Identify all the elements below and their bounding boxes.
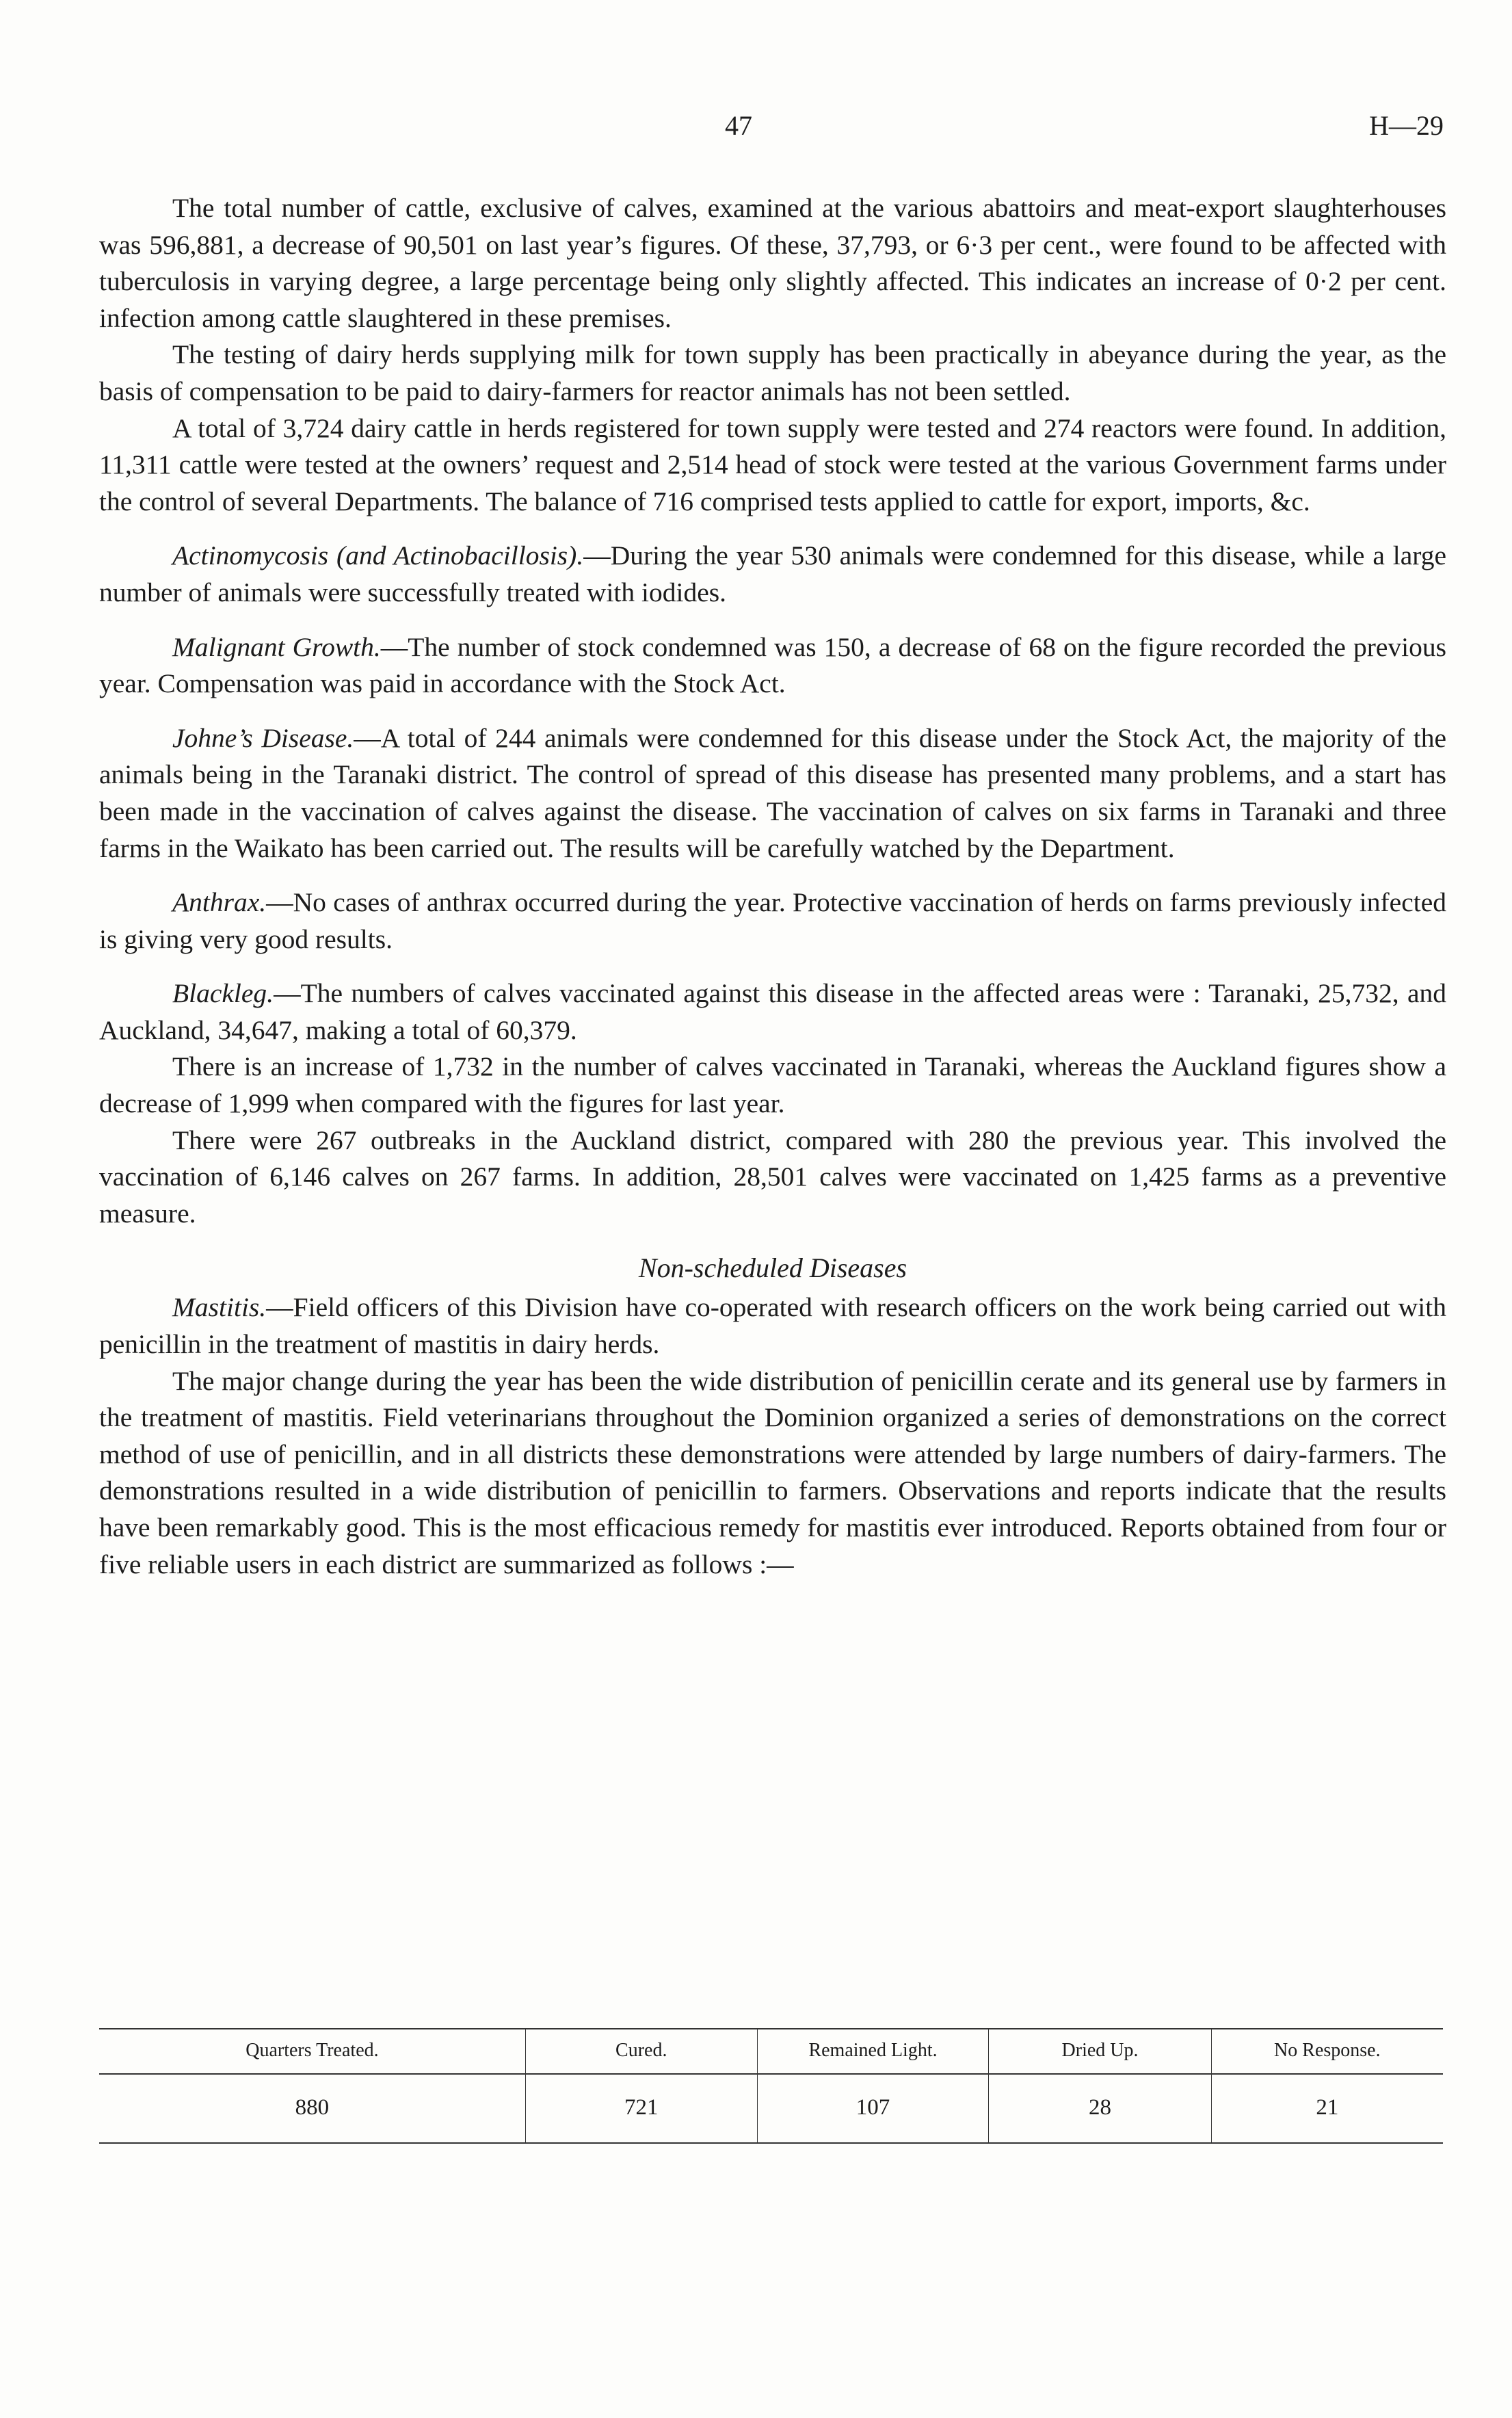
paragraph-town-supply-tests: A total of 3,724 dairy cattle in herds registered for town supply were tested and 274 reactors were found. In addition, 11,311 cattle were tested at the owners’ request and 2,514 head of stock were tested at the various Government farms under the control of several Departments. The balance of 716 comprised tests applied to cattle for export, imports, &c. (99, 412, 1446, 516)
blackleg-text: —The numbers of calves vaccinated against this disease in the affected areas were : Taranaki, 25,732, and Auckland, 34,647, making a total of 60,379. (99, 978, 1446, 1045)
mastitis-text: —Field officers of this Division have co-operated with research officers on the work being carried out with penicillin in the treatment of mastitis in dairy herds. (99, 1292, 1446, 1360)
paragraph-dairy-testing: The testing of dairy herds supplying milk for town supply has been practically in abeyance during the year, as the basis of compensation to be paid to dairy-farmers for reactor animals has not been settled. (99, 339, 1446, 406)
header-dried-up: Dried Up. (989, 2029, 1211, 2074)
page-number: 47 (725, 110, 752, 141)
mastitis-results-table (99, 2028, 1443, 2144)
document-body (99, 190, 1446, 1583)
paragraph-tuberculosis-abattoirs: The total number of cattle, exclusive of calves, examined at the various abattoirs and meat-export slaughterhouses was 596,881, a decrease of 90,501 on last year’s figures. Of these, 37,793, or 6·3 per cent., were found to be affected with tuberculosis in varying degree, a large percentage being only slightly affected. This indicates an increase of 0·2 per cent. infection among cattle slaughtered in these premises. (99, 193, 1446, 333)
cell-dried-up: 28 (989, 2074, 1211, 2143)
actinomycosis-label: Actinomycosis (and Actinobacillosis). (172, 540, 584, 571)
paragraph-blackleg (99, 975, 1446, 1049)
blackleg-label: Blackleg. (172, 978, 274, 1009)
actinomycosis-text: —During the year 530 animals were condemned for this disease, while a large number of animals were successfully treated with iodides. (99, 540, 1446, 607)
malignant-growth-text: —The number of stock condemned was 150, a decrease of 68 on the figure recorded the previous year. Compensation was paid in accordance with the Stock Act. (99, 631, 1446, 699)
anthrax-label: Anthrax. (172, 887, 267, 918)
paragraph-mastitis (99, 1289, 1446, 1363)
header-no-response: No Response. (1211, 2029, 1443, 2074)
anthrax-text: —No cases of anthrax occurred during the year. Protective vaccination of herds on farms previously infected is giving very good results. (99, 887, 1446, 954)
johnes-disease-text: —A total of 244 animals were condemned for this disease under the Stock Act, the majority of the animals being in the Taranaki district. The control of spread of this disease has presented many problems, and a start has been made in the vaccination of calves against the disease. The vaccination of calves on six farms in Taranaki and three farms in the Waikato has been carried out. The results will be carefully watched by the Department. (99, 722, 1446, 863)
cell-quarters-treated: 880 (295, 2095, 330, 2120)
header-cured: Cured. (525, 2029, 757, 2074)
table-header-row (99, 2029, 1443, 2074)
paragraph-taranaki-increase: There is an increase of 1,732 in the number of calves vaccinated in Taranaki, whereas the Auckland figures show a decrease of 1,999 when compared with the figures for last year. (99, 1051, 1446, 1119)
report-reference: H—29 (1369, 110, 1444, 141)
cell-no-response: 21 (1211, 2074, 1443, 2143)
paragraph-johnes-disease (99, 720, 1446, 867)
paragraph-anthrax (99, 884, 1446, 958)
page-header (0, 109, 1512, 150)
mastitis-results-table-wrapper (99, 2028, 1443, 2144)
cell-remained-light: 107 (757, 2074, 989, 2143)
section-heading-non-scheduled: Non-scheduled Diseases (638, 1252, 907, 1284)
johnes-disease-label: Johne’s Disease. (172, 722, 354, 753)
paragraph-penicillin-distribution: The major change during the year has been the wide distribution of penicillin cerate and its general use by farmers in the treatment of mastitis. Field veterinarians throughout the Dominion organized a series of demonstrations on the correct method of use of penicillin, and in all districts these demonstrations were attended by large numbers of dairy-farmers. The demonstrations resulted in a wide distribution of penicillin to farmers. Observations and reports indicate that the results have been remarkably good. This is the most efficacious remedy for mastitis ever introduced. Reports obtained from four or five reliable users in each district are summarized as follows :— (99, 1365, 1446, 1579)
paragraph-actinomycosis (99, 538, 1446, 611)
header-quarters-treated: Quarters Treated. (99, 2029, 525, 2074)
malignant-growth-label: Malignant Growth. (172, 631, 381, 662)
table-row (99, 2074, 1443, 2143)
cell-cured: 721 (525, 2074, 757, 2143)
paragraph-malignant-growth (99, 629, 1446, 702)
paragraph-auckland-outbreaks: There were 267 outbreaks in the Auckland district, compared with 280 the previous year. This involved the vaccination of 6,146 calves on 267 farms. In addition, 28,501 calves were vaccinated on 1,425 farms as a preventive measure. (99, 1125, 1446, 1228)
mastitis-label: Mastitis. (172, 1292, 267, 1323)
header-remained-light: Remained Light. (757, 2029, 989, 2074)
